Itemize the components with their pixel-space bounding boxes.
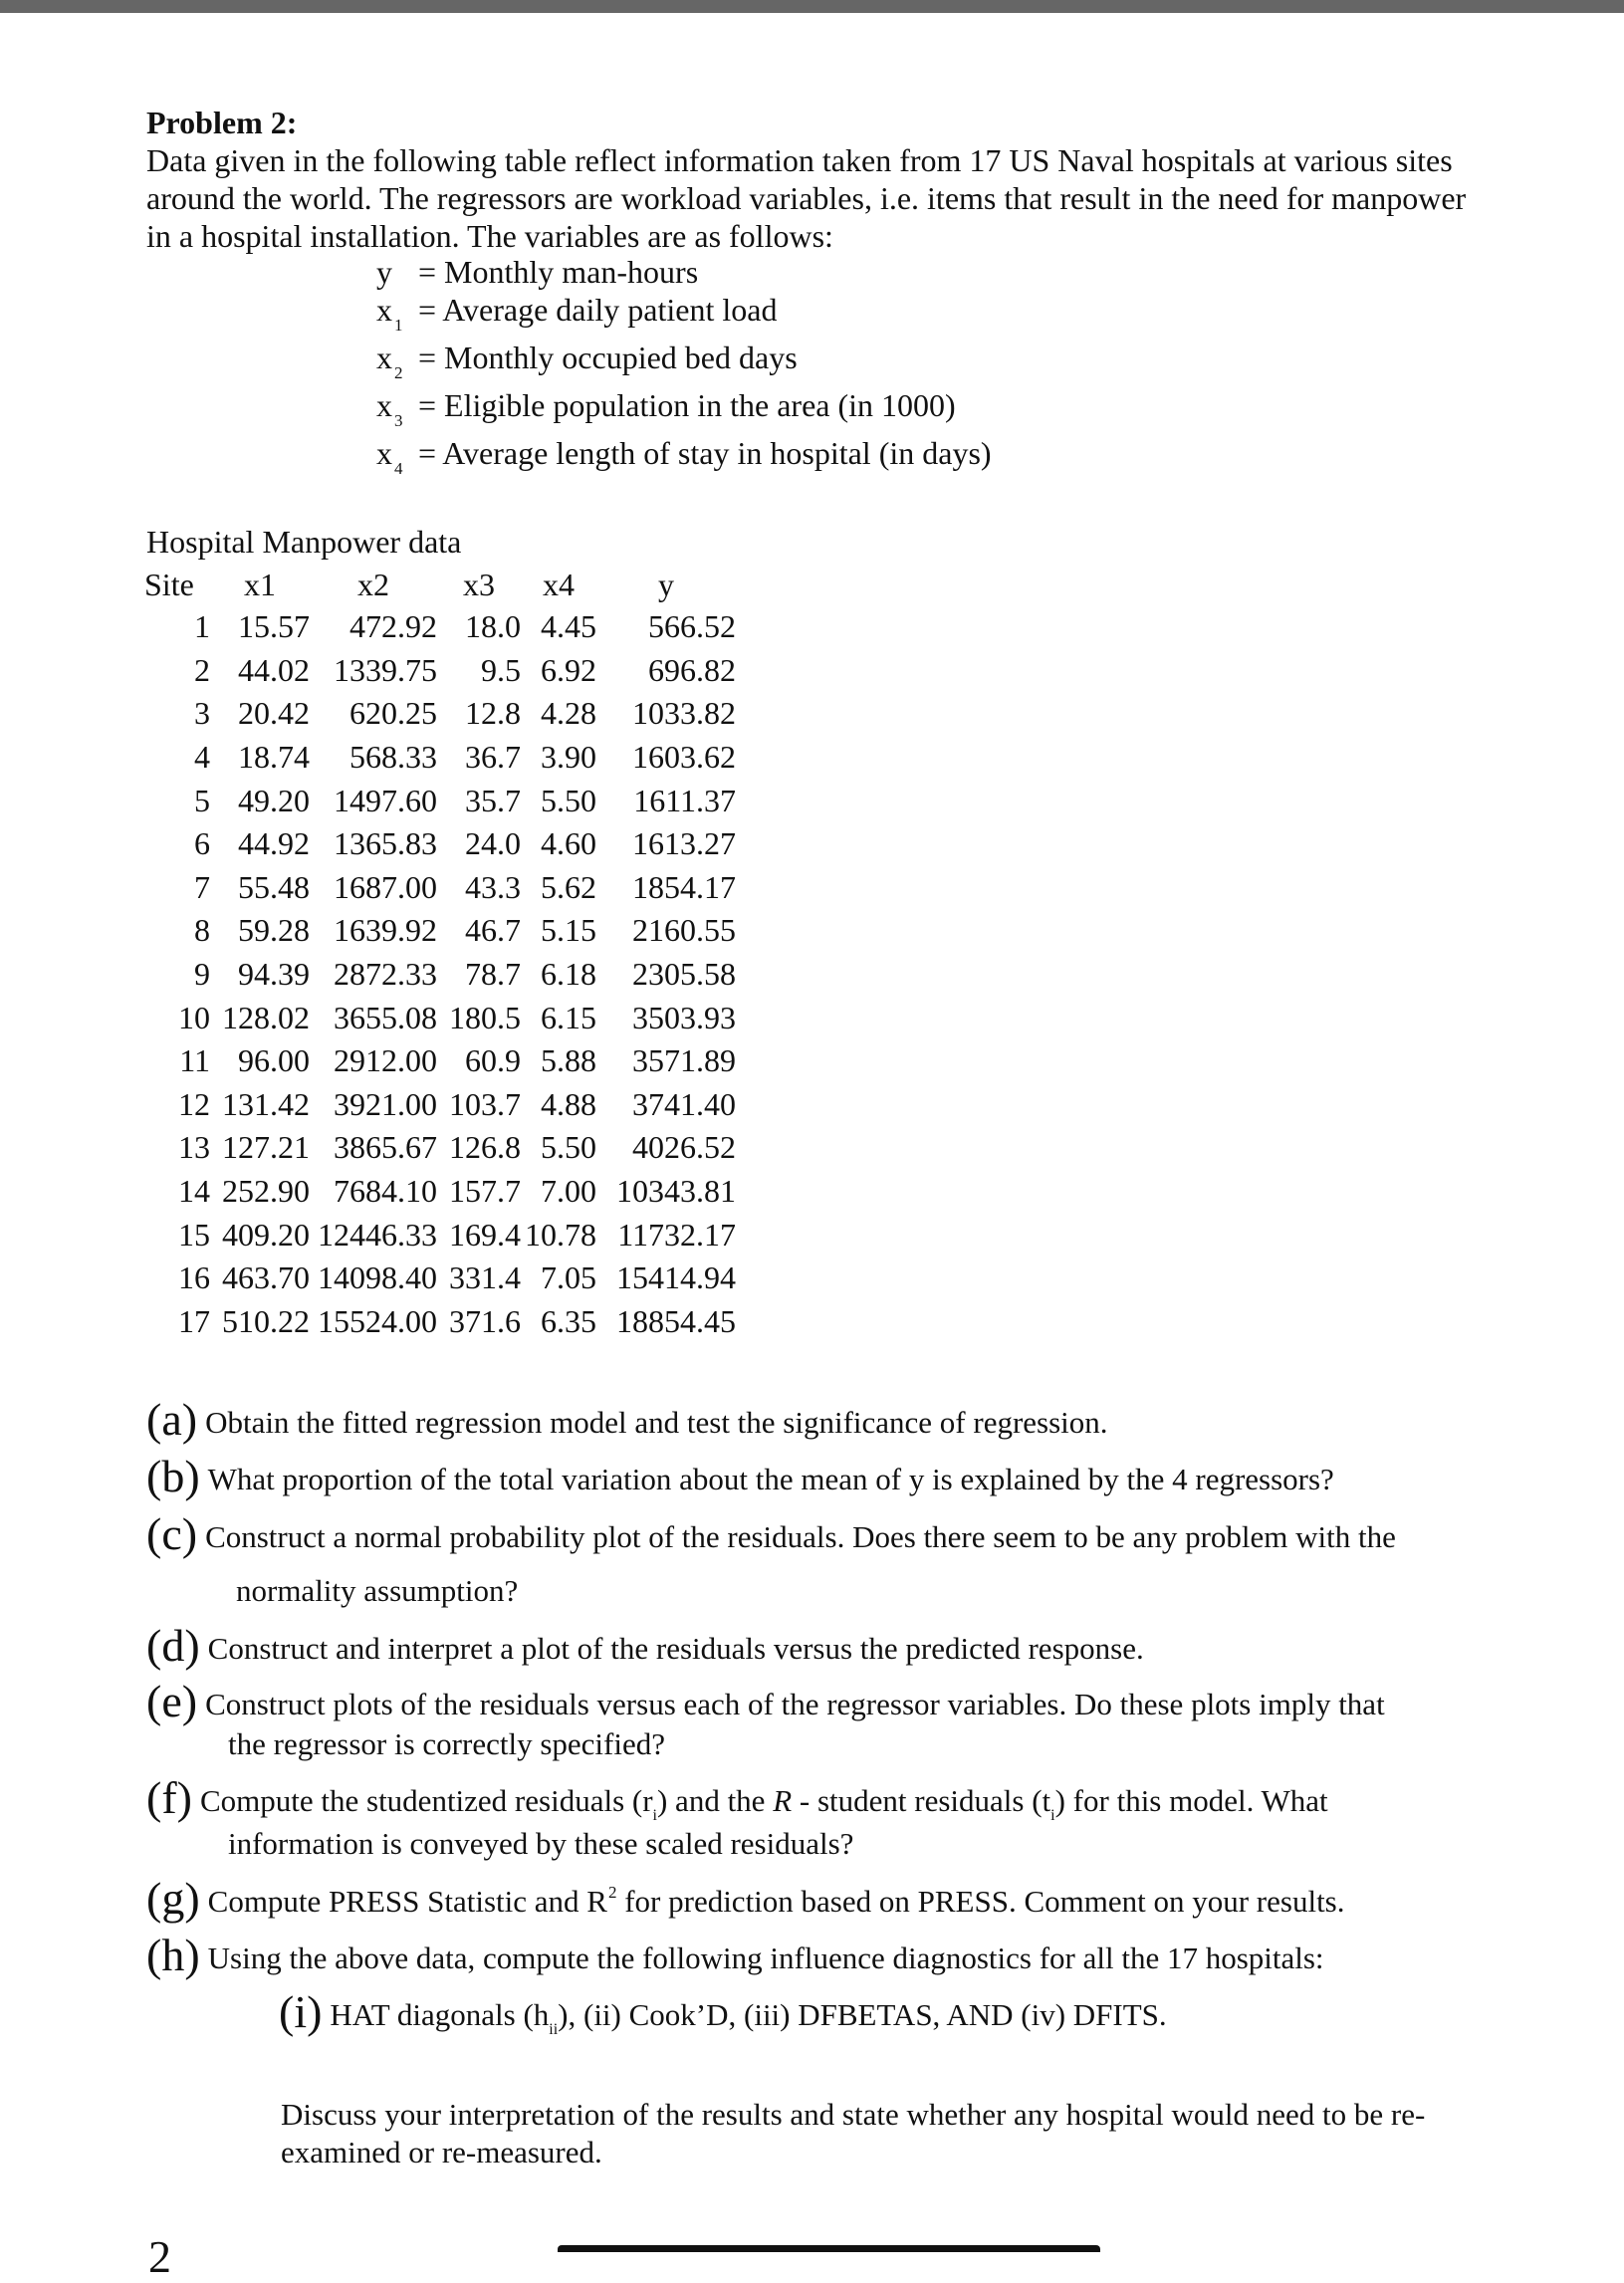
cell-x1: 55.48 xyxy=(238,868,310,905)
header-x2: x2 xyxy=(357,566,389,602)
cell-x2: 1339.75 xyxy=(334,651,437,688)
cell-x4: 4.45 xyxy=(541,608,596,645)
cell-y: 3503.93 xyxy=(632,999,736,1035)
cell-site: 9 xyxy=(194,956,210,993)
cell-x4: 5.62 xyxy=(541,868,596,905)
cell-x2: 1687.00 xyxy=(334,868,437,905)
table-row xyxy=(144,822,736,866)
question-h: (h) Using the above data, compute the following influence diagnostics for all the 17 hospitals: xyxy=(146,1930,1324,1980)
table-row xyxy=(144,1213,736,1256)
question-c-continued: normality assumption? xyxy=(236,1573,519,1608)
cell-site: 11 xyxy=(179,1042,210,1079)
cell-x2: 12446.33 xyxy=(318,1216,437,1253)
cell-x4: 5.50 xyxy=(541,782,596,818)
cell-y: 2305.58 xyxy=(632,956,736,993)
cell-site: 10 xyxy=(178,999,210,1035)
cell-x3: 43.3 xyxy=(465,868,521,905)
cell-x1: 94.39 xyxy=(238,956,310,993)
cell-x1: 20.42 xyxy=(238,695,310,732)
cell-y: 1611.37 xyxy=(633,782,736,818)
cell-site: 7 xyxy=(194,868,210,905)
cell-y: 10343.81 xyxy=(616,1173,736,1210)
cell-x2: 3655.08 xyxy=(334,999,437,1035)
hospital-data-table xyxy=(144,564,736,1343)
cell-x3: 371.6 xyxy=(449,1302,521,1339)
cell-x2: 3921.00 xyxy=(334,1085,437,1122)
table-row xyxy=(144,1126,736,1170)
cell-x4: 5.15 xyxy=(541,912,596,949)
cell-x3: 126.8 xyxy=(449,1129,521,1166)
cell-site: 3 xyxy=(194,695,210,732)
table-row xyxy=(144,909,736,953)
table-row xyxy=(144,779,736,822)
table-row xyxy=(144,1256,736,1300)
cell-site: 13 xyxy=(178,1129,210,1166)
cell-y: 3571.89 xyxy=(632,1042,736,1079)
header-y: y xyxy=(658,566,674,602)
cell-site: 15 xyxy=(178,1216,210,1253)
cell-x1: 96.00 xyxy=(238,1042,310,1079)
cell-x4: 10.78 xyxy=(525,1216,596,1253)
question-e: (e) Construct plots of the residuals versus each of the regressor variables. Do these plots imply that xyxy=(146,1676,1385,1726)
intro-line-2: around the world. The regressors are workload variables, i.e. items that result in the need for manpower xyxy=(146,180,1467,216)
cell-x3: 331.4 xyxy=(449,1259,521,1296)
question-d: (d) Construct and interpret a plot of the residuals versus the predicted response. xyxy=(146,1620,1144,1671)
cell-x1: 44.92 xyxy=(238,825,310,862)
cell-site: 8 xyxy=(194,912,210,949)
cell-x3: 180.5 xyxy=(449,999,521,1035)
question-i: (i) HAT diagonals $(h_{ii})$, (ii) Cook’D, (iii) DFBETAS, AND (iv) DFITS. xyxy=(279,1986,1167,2038)
cell-x1: 18.74 xyxy=(238,739,310,776)
table-row xyxy=(144,1300,736,1344)
variable-x3: x $_3$ = Eligible population in the area (in 1000) xyxy=(376,387,956,430)
cell-x4: 4.60 xyxy=(541,825,596,862)
cell-x4: 7.05 xyxy=(541,1259,596,1296)
table-row xyxy=(144,1039,736,1083)
cell-y: 1033.82 xyxy=(632,695,736,732)
cell-site: 1 xyxy=(194,608,210,645)
cell-x3: 60.9 xyxy=(465,1042,521,1079)
cell-site: 12 xyxy=(178,1085,210,1122)
question-g: (g) Compute PRESS Statistic and $R^2$ for prediction based on PRESS. Comment on your results. xyxy=(146,1873,1345,1924)
header-x4: x4 xyxy=(543,566,575,602)
cell-x2: 2912.00 xyxy=(334,1042,437,1079)
cell-x1: 252.90 xyxy=(222,1173,310,1210)
cell-y: 696.82 xyxy=(648,651,736,688)
top-bar xyxy=(0,0,1624,13)
header-site: Site xyxy=(144,566,194,602)
cell-x1: 49.20 xyxy=(238,782,310,818)
cell-x4: 5.50 xyxy=(541,1129,596,1166)
cell-x4: 6.18 xyxy=(541,956,596,993)
table-title: Hospital Manpower data xyxy=(146,524,462,560)
cell-y: 15414.94 xyxy=(616,1259,736,1296)
cell-x3: 78.7 xyxy=(465,956,521,993)
cell-x2: 620.25 xyxy=(349,695,437,732)
header-x1: x1 xyxy=(244,566,276,602)
variable-x1: x $_1$ = Average daily patient load xyxy=(376,292,778,335)
cell-site: 5 xyxy=(194,782,210,818)
cell-x4: 7.00 xyxy=(541,1173,596,1210)
cell-x2: 472.92 xyxy=(349,608,437,645)
variable-x2: x $_2$ = Monthly occupied bed days xyxy=(376,340,798,382)
cell-y: 18854.45 xyxy=(616,1302,736,1339)
cell-site: 6 xyxy=(194,825,210,862)
cell-x2: 15524.00 xyxy=(318,1302,437,1339)
cell-x2: 7684.10 xyxy=(334,1173,437,1210)
cell-x1: 15.57 xyxy=(238,608,310,645)
discussion-prompt: Discuss your interpretation of the results and state whether any hospital would need to be re-examined or re-measured. xyxy=(281,2097,1426,2169)
bottom-scrollbar[interactable] xyxy=(558,2245,1100,2252)
question-f: (f) Compute the studentized residuals $(r_i)$ and the R - student residuals $(t_i)$ for this model. What xyxy=(146,1772,1328,1824)
cell-y: 11732.17 xyxy=(617,1216,736,1253)
table-header-row xyxy=(144,564,736,605)
problem-heading: Problem 2: xyxy=(146,105,298,140)
cell-y: 1854.17 xyxy=(632,868,736,905)
cell-y: 4026.52 xyxy=(632,1129,736,1166)
table-row xyxy=(144,736,736,780)
question-f-continued: information is conveyed by these scaled residuals? xyxy=(228,1826,854,1861)
table-row xyxy=(144,996,736,1039)
cell-x2: 1365.83 xyxy=(334,825,437,862)
table-row xyxy=(144,1170,736,1214)
question-b: (b) What proportion of the total variation about the mean of y is explained by the 4 regressors? xyxy=(146,1451,1334,1501)
cell-x1: 127.21 xyxy=(222,1129,310,1166)
cell-x3: 18.0 xyxy=(465,608,521,645)
table-row xyxy=(144,953,736,997)
question-c: (c) Construct a normal probability plot of the residuals. Does there seem to be any problem with the xyxy=(146,1508,1396,1559)
cell-y: 2160.55 xyxy=(632,912,736,949)
cell-y: 1603.62 xyxy=(632,739,736,776)
cell-x3: 157.7 xyxy=(449,1173,521,1210)
variable-x4: x $_4$ = Average length of stay in hospital (in days) xyxy=(376,435,992,478)
cell-x3: 103.7 xyxy=(449,1085,521,1122)
cell-x3: 12.8 xyxy=(465,695,521,732)
cell-x3: 46.7 xyxy=(465,912,521,949)
cell-y: 3741.40 xyxy=(632,1085,736,1122)
cell-x2: 568.33 xyxy=(349,739,437,776)
cell-x2: 3865.67 xyxy=(334,1129,437,1166)
header-x3: x3 xyxy=(463,566,495,602)
table-row xyxy=(144,605,736,649)
cell-x1: 510.22 xyxy=(222,1302,310,1339)
cell-site: 17 xyxy=(178,1302,210,1339)
table-row xyxy=(144,649,736,693)
cell-x3: 24.0 xyxy=(465,825,521,862)
cell-x1: 44.02 xyxy=(238,651,310,688)
cell-x4: 6.15 xyxy=(541,999,596,1035)
cell-x1: 409.20 xyxy=(222,1216,310,1253)
problem-block xyxy=(146,104,1540,255)
cell-site: 2 xyxy=(194,651,210,688)
cell-x2: 1639.92 xyxy=(334,912,437,949)
cell-x3: 9.5 xyxy=(481,651,521,688)
cell-x1: 128.02 xyxy=(222,999,310,1035)
intro-line-1: Data given in the following table reflect information taken from 17 US Naval hospitals at various sites xyxy=(146,142,1453,178)
cell-x3: 36.7 xyxy=(465,739,521,776)
question-a: (a) Obtain the fitted regression model and test the significance of regression. xyxy=(146,1394,1108,1445)
cell-x2: 1497.60 xyxy=(334,782,437,818)
cell-x3: 169.4 xyxy=(449,1216,521,1253)
cell-x4: 4.88 xyxy=(541,1085,596,1122)
cell-x4: 6.35 xyxy=(541,1302,596,1339)
cell-x4: 6.92 xyxy=(541,651,596,688)
cell-x4: 4.28 xyxy=(541,695,596,732)
cell-x1: 463.70 xyxy=(222,1259,310,1296)
cell-x2: 2872.33 xyxy=(334,956,437,993)
cell-x1: 131.42 xyxy=(222,1085,310,1122)
cell-x4: 3.90 xyxy=(541,739,596,776)
cell-site: 14 xyxy=(178,1173,210,1210)
cell-x3: 35.7 xyxy=(465,782,521,818)
table-row xyxy=(144,692,736,736)
cell-x4: 5.88 xyxy=(541,1042,596,1079)
cell-x2: 14098.40 xyxy=(318,1259,437,1296)
page-number: 2 xyxy=(148,2231,171,2282)
variable-y: y = Monthly man-hours xyxy=(376,254,699,290)
cell-x1: 59.28 xyxy=(238,912,310,949)
table-row xyxy=(144,866,736,910)
intro-line-3: in a hospital installation. The variables are as follows: xyxy=(146,218,833,254)
cell-y: 566.52 xyxy=(648,608,736,645)
question-e-continued: the regressor is correctly specified? xyxy=(228,1726,665,1761)
table-row xyxy=(144,1083,736,1127)
cell-y: 1613.27 xyxy=(632,825,736,862)
cell-site: 16 xyxy=(178,1259,210,1296)
cell-site: 4 xyxy=(194,739,210,776)
